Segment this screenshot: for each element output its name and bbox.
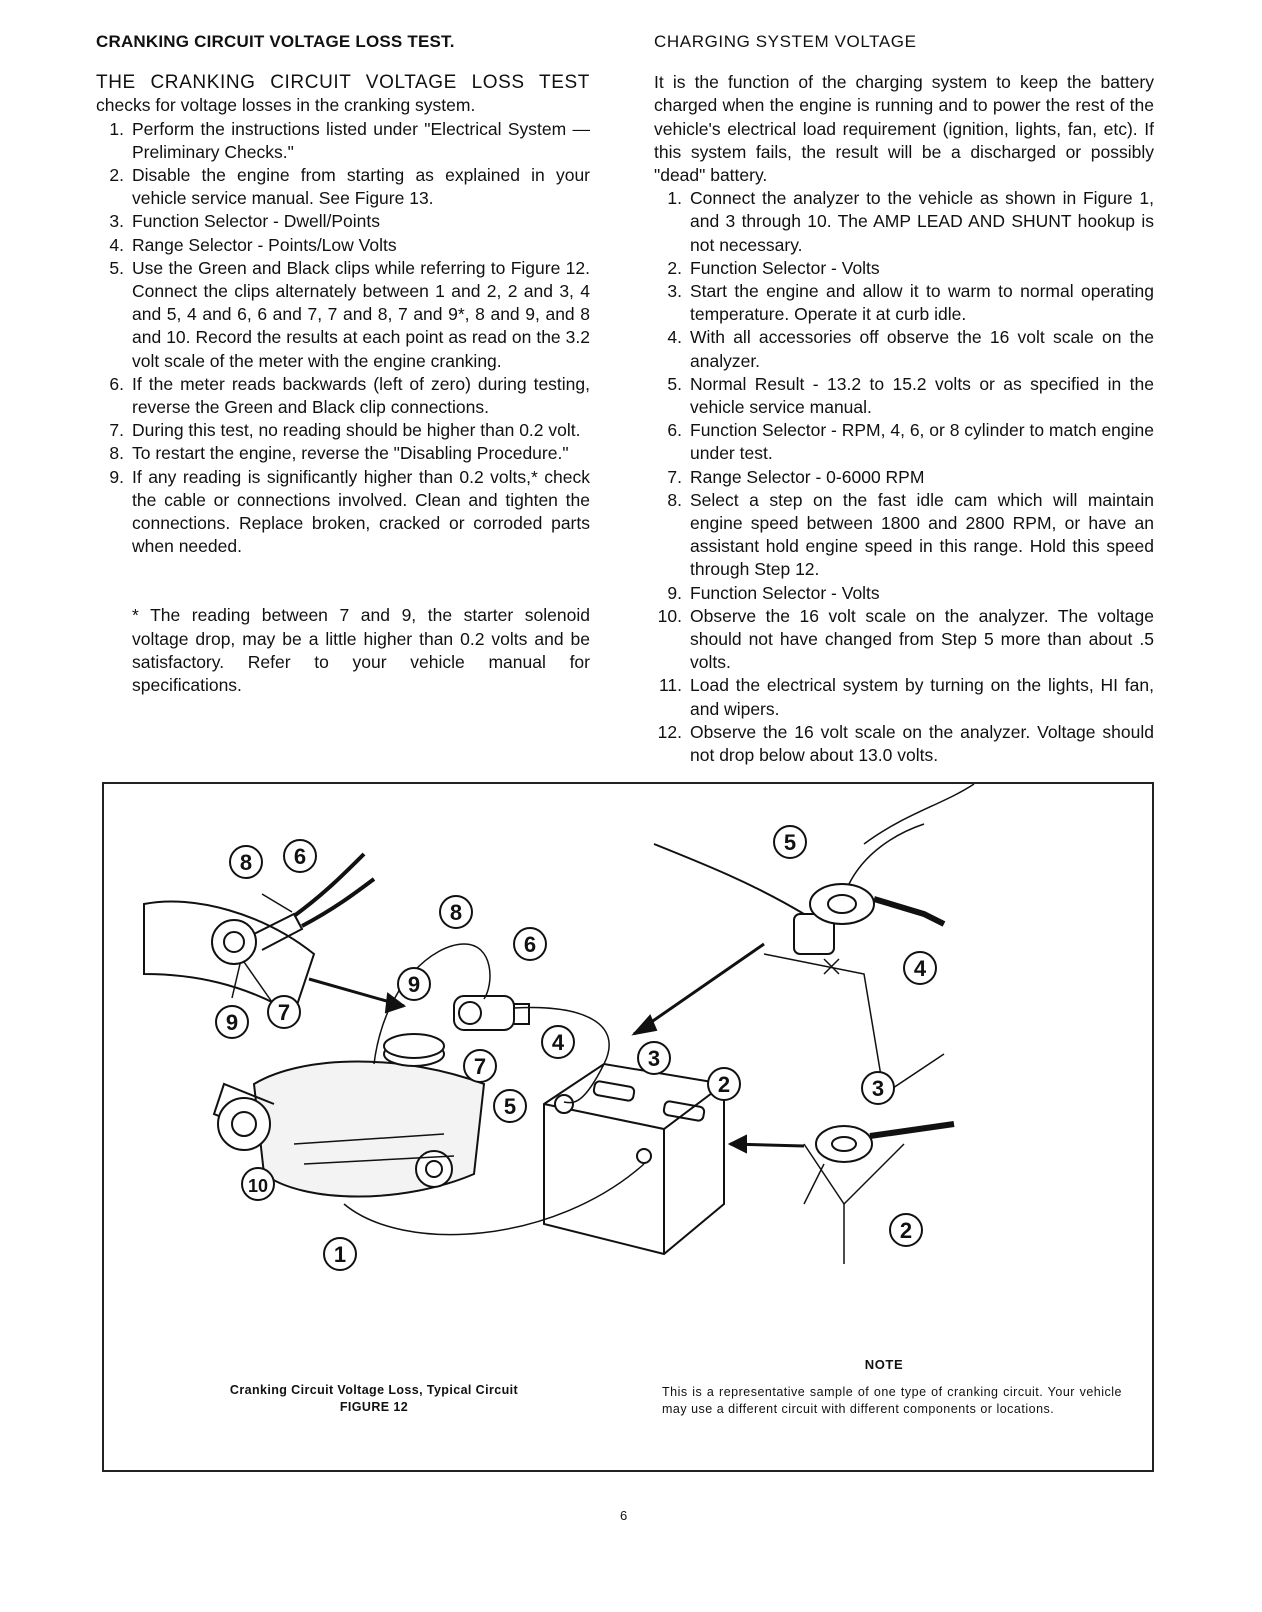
callout-4: 4 (551, 1030, 565, 1055)
callout-8: 8 (449, 900, 463, 925)
callout-1: 1 (333, 1242, 347, 1267)
callout-2-inset: 2 (899, 1218, 913, 1243)
callout-3: 3 (647, 1046, 661, 1071)
figure-12 (102, 782, 1154, 1472)
list-item: 1. Connect the analyzer to the vehicle as shown in Figure 1, and 3 through 10. The AMP LEAD AND SHUNT hookup is not necessary. (667, 188, 1154, 255)
cranking-test-heading: CRANKING CIRCUIT VOLTAGE LOSS TEST. (96, 32, 455, 51)
battery-post-inset-drawing (804, 1124, 954, 1264)
starter-solenoid-drawing (454, 996, 529, 1030)
list-item: 2. Disable the engine from starting as explained in your vehicle service manual. See Figure 13. (109, 165, 590, 209)
arrow-line (634, 944, 764, 1034)
cranking-steps (96, 118, 590, 559)
callout-2: 2 (717, 1072, 731, 1097)
callout-3-inset: 3 (871, 1076, 885, 1101)
note-title: NOTE (864, 1357, 904, 1372)
callout-7: 7 (473, 1054, 487, 1079)
callout-8-inset: 8 (239, 850, 253, 875)
callout-6-inset: 6 (293, 844, 307, 869)
arrow-head (730, 1136, 746, 1152)
list-item: 4. Range Selector - Points/Low Volts (109, 234, 397, 255)
page-number: 6 (620, 1508, 628, 1523)
list-item: 12. Observe the 16 volt scale on the analyzer. Voltage should not drop below about 13.0 volts. (657, 721, 1154, 766)
list-item: 3. Function Selector - Dwell/Points (109, 211, 381, 232)
list-item: 10. Observe the 16 volt scale on the analyzer. The voltage should not have changed from Step 5 more than about .5 volts. (657, 605, 1154, 673)
callout-7-inset: 7 (277, 1000, 291, 1025)
right-column (654, 30, 1154, 767)
cranking-footnote: * The reading between 7 and 9, the starter solenoid voltage drop, may be a little higher than 0.2 volts and be satisfactory. Refer to your vehicle manual for specifications. (132, 605, 590, 696)
cranking-intro-lead: THE CRANKING CIRCUIT VOLTAGE LOSS TEST (96, 72, 590, 94)
callout-9-inset: 9 (225, 1010, 239, 1035)
list-item: 8. To restart the engine, reverse the "Disabling Procedure." (109, 443, 569, 464)
list-item: 8. Select a step on the fast idle cam which will maintain engine speed between 1800 and 2800 RPM, or have an assistant hold engine speed in this range. Hold this speed through Step 12. (667, 489, 1154, 580)
list-item: 7. Range Selector - 0-6000 RPM (667, 466, 925, 487)
list-item: 1. Perform the instructions listed under "Electrical System — Preliminary Checks." (109, 118, 590, 162)
list-item: 3. Start the engine and allow it to warm to normal operating temperature. Operate it at curb idle. (667, 281, 1154, 325)
callout-4-inset: 4 (913, 956, 927, 981)
list-item: 5. Use the Green and Black clips while referring to Figure 12. Connect the clips alternately between 1 and 2, 2 and 3, 4 and 5, 4 and 6, 6 and 7, 7 and 8, 7 and 9*, 8 and 9, and 8 and 10. Record the results at each point as read on the 3.2 volt scale of the meter with the engine cranking. (109, 257, 590, 371)
cranking-intro-rest: checks for voltage losses in the cranking system. (96, 95, 476, 116)
list-item: 9. If any reading is significantly higher than 0.2 volts,* check the cable or connections involved. Clean and tighten the connections. Replace broken, cracked or corroded parts when needed. (109, 466, 590, 557)
arrow-head (634, 1016, 656, 1034)
figure-caption (214, 1382, 534, 1416)
charging-voltage-heading: CHARGING SYSTEM VOLTAGE (654, 32, 917, 51)
left-column (96, 30, 590, 697)
callout-10: 10 (247, 1176, 269, 1196)
callout-6: 6 (523, 932, 537, 957)
list-item: 2. Function Selector - Volts (667, 257, 880, 278)
list-item: 6. If the meter reads backwards (left of zero) during testing, reverse the Green and Black clip connections. (109, 373, 590, 418)
list-item: 7. During this test, no reading should be higher than 0.2 volt. (109, 420, 581, 441)
battery-drawing (544, 1064, 724, 1254)
callout-5-inset: 5 (783, 830, 797, 855)
solenoid-inset-drawing (144, 854, 374, 1014)
callout-5: 5 (503, 1094, 517, 1119)
charging-steps (654, 187, 1154, 767)
list-item: 6. Function Selector - RPM, 4, 6, or 8 cylinder to match engine under test. (667, 420, 1154, 464)
cranking-intro (96, 71, 590, 117)
figure-caption-title: Cranking Circuit Voltage Loss, Typical Circuit (229, 1383, 519, 1397)
list-item: 5. Normal Result - 13.2 to 15.2 volts or as specified in the vehicle service manual. (667, 373, 1154, 418)
list-item: 11. Load the electrical system by turning on the lights, HI fan, and wipers. (658, 675, 1154, 719)
list-item: 4. With all accessories off observe the 16 volt scale on the analyzer. (667, 327, 1154, 371)
battery-terminal-inset-drawing (654, 784, 974, 1094)
list-item: 9. Function Selector - Volts (667, 582, 880, 603)
charging-intro: It is the function of the charging system to keep the battery charged when the engine is running and to power the rest of the vehicle's electrical load requirement (ignition, lights, fan, etc). If this system fails, the result will be a discharged or possibly "dead" battery. (654, 72, 1154, 186)
note-text: This is a representative sample of one type of cranking circuit. Your vehicle may use a different circuit with different components or locations. (662, 1385, 1122, 1416)
callout-9: 9 (407, 972, 421, 997)
figure-caption-number: FIGURE 12 (339, 1400, 409, 1414)
